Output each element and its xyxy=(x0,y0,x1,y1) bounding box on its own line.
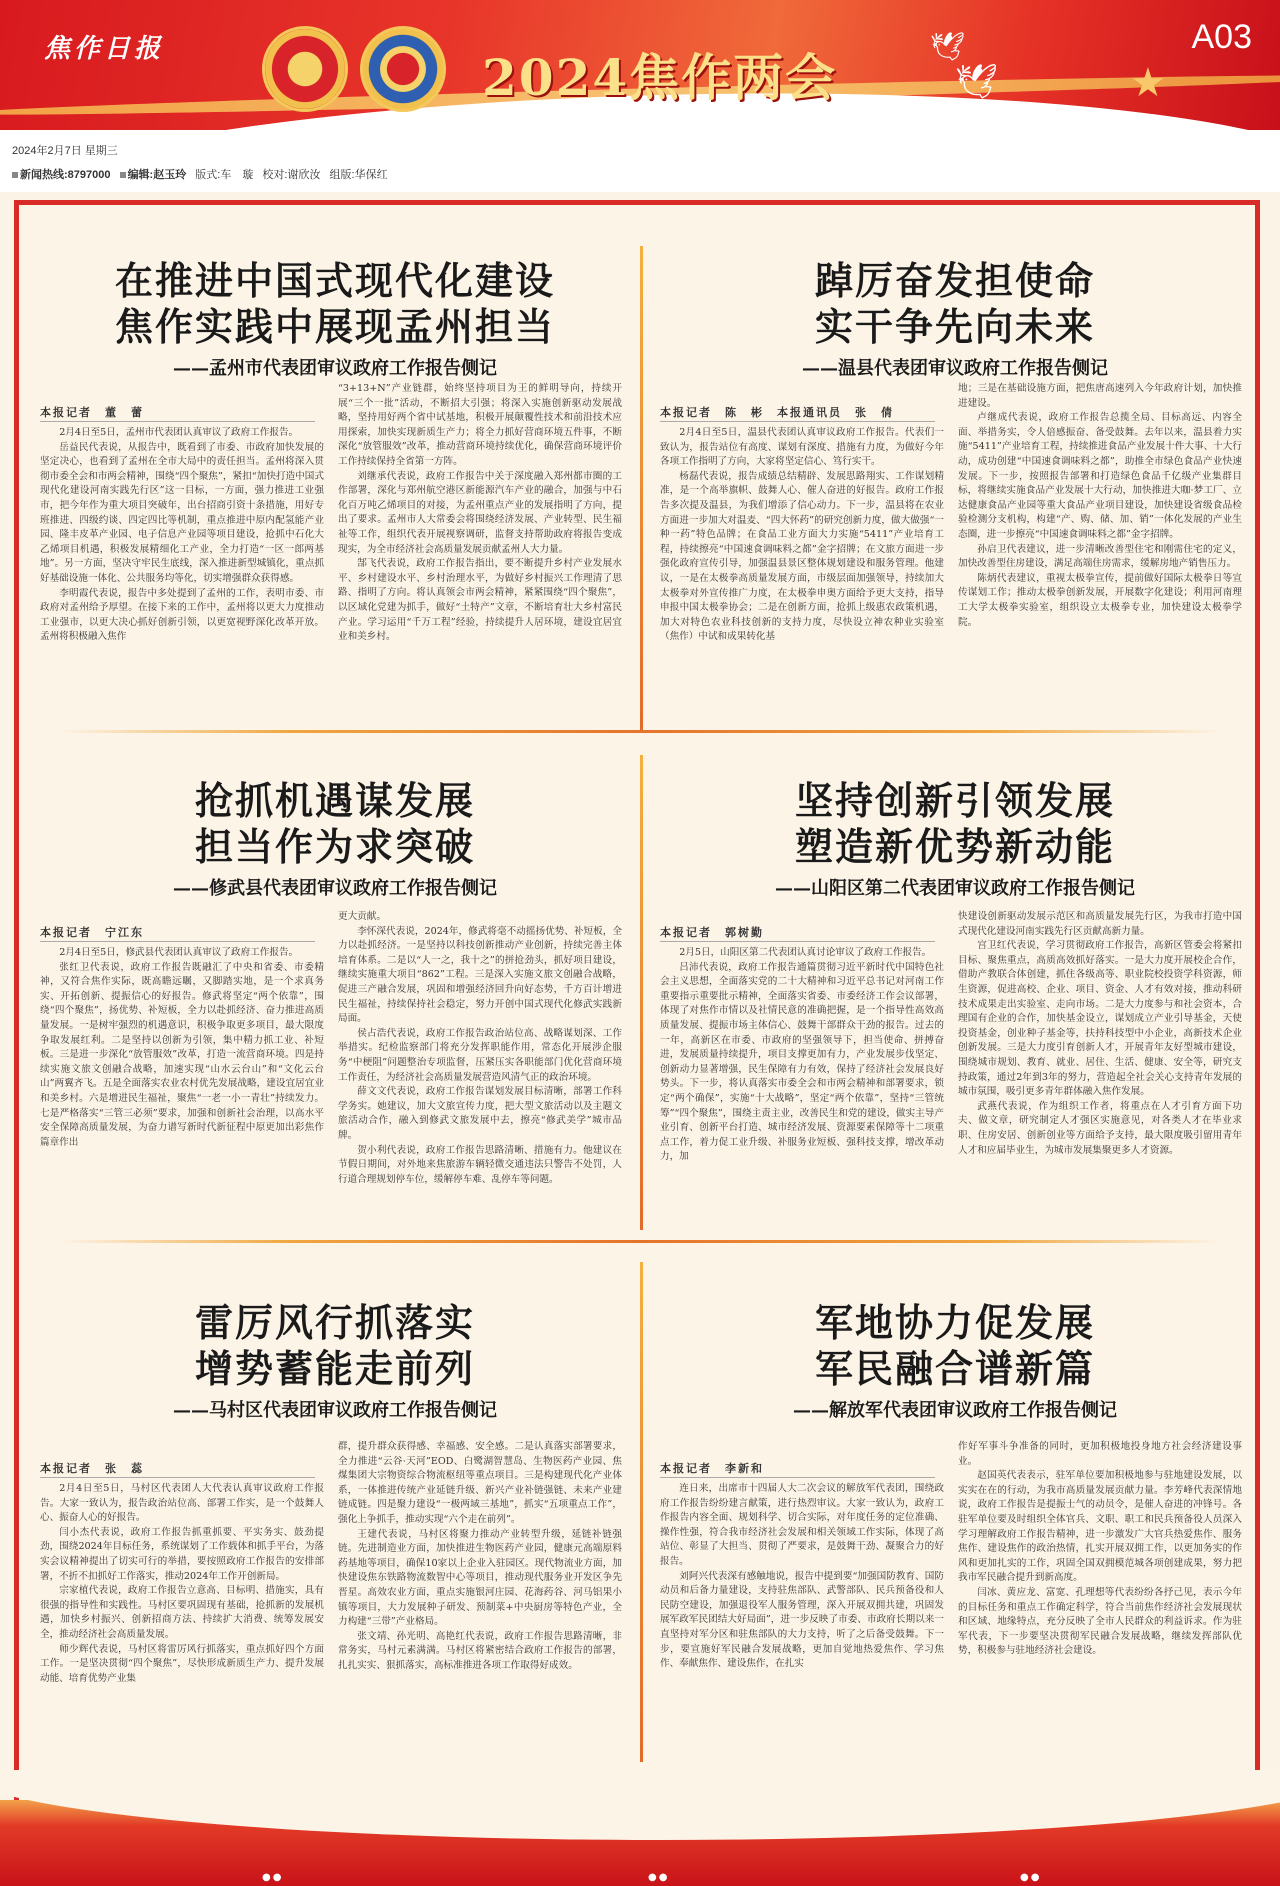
article-subtitle: ——修武县代表团审议政府工作报告侧记 xyxy=(173,878,497,899)
column-divider xyxy=(640,246,643,730)
credits-line xyxy=(12,166,394,182)
article-subtitle: ——解放军代表团审议政府工作报告侧记 xyxy=(793,1400,1117,1421)
byline-rule xyxy=(660,941,935,942)
article-subtitle: ——山阳区第二代表团审议政府工作报告侧记 xyxy=(775,878,1135,899)
byline-rule xyxy=(660,1477,935,1478)
page-number: A03 xyxy=(1191,18,1252,56)
national-emblem-icon xyxy=(262,26,348,112)
credit-item: 编辑:赵玉玲 xyxy=(120,169,187,181)
byline: 本报记者 张 蕊 xyxy=(40,1462,144,1475)
article-wenxian xyxy=(660,258,1250,728)
article-column: 2月4日至5日，温县代表团认真审议政府工作报告。代表们一致认为，报告站位有高度、谋划有深度、措施有力度，为做好今年各项工作指明了方向，大家将坚定信心、笃行实干。 杨磊代表说，报告成绩总结精辟、发展思路翔实、工作谋划精准，是一个高举旗帜、鼓舞人心、催人奋进的好报告。政府工作报告多次提及温县，为我们增添了信心动力。下一步，温县将在农业方面进一步加大对温麦、“四大怀药”的研究创新力度，做大做强“一种一药”特色品牌；在食品工业方面大力实施“5411”产业培育工程，持续擦亮“中国速食调味料之都”金字招牌；在文旅方面进一步强化政府宣传引导，加强温县景区整体规划建设和服务管理。他建议，一是在太极拳高质量发展方面，市级层面加强领导，持续加大太极拳对外宣传推广力度，在太极拳申奥方面给予更大支持，指导申报中国太极拳协会；二是在创新方面，抢抓上级惠农政策机遇，加大对特色农业科技创新的支持力度，尽快设立神农种业实验室（焦作）中试和成果转化基 xyxy=(660,427,944,643)
byline-rule xyxy=(40,1477,315,1478)
byline: 本报记者 宁江东 xyxy=(40,926,144,939)
article-title: 踔厉奋发担使命 实干争先向未来 xyxy=(814,258,1095,349)
dots-icon: ●● xyxy=(262,1872,284,1883)
article-subtitle: ——孟州市代表团审议政府工作报告侧记 xyxy=(173,358,497,379)
article-column: 快建设创新驱动发展示范区和高质量发展先行区，为我市打造中国式现代化建设河南实践先行区贡献高新力量。 宫卫红代表说，学习贯彻政府工作报告，高新区管委会将紧扣目标、聚焦重点，高质高效抓好落实。一是大力度开展校企合作，借助产教联合体创建，抓住各级高等、职业院校投资学科资源，师生资源，促进高校、企业、项目、资金、人才有效对接，推动科研技术成果走出实验室、走向市场。二是大力度参与和社会资本，合理国有企业的合作，加快基金设立，谋划成立产业引导基金，天使投资基金，创业种子基金等，扶持科技型中小企业，高新技术企业创新发展。三是大力度引育创新人才，开展青年友好型城市建设，围绕城市规划、教育、就业、居住、生活、健康、安全等，研究支持政策，通过2年到3年的努力，营造起全社会关心支持青年发展的城市氛围，吸引更多青年群体融入焦作发展。 武燕代表说，作为组织工作者，将重点在人才引育方面下功夫、做文章，研究制定人才强区实施意见，对各类人才在毕业求职、住房安居、创新创业等方面给予支持，最大限度吸引留用青年人才和应届毕业生，为城市发展集聚更多人才资源。 xyxy=(958,911,1242,1156)
row-divider xyxy=(60,1240,1220,1243)
article-xiuwu xyxy=(40,778,630,1233)
byline: 本报记者 郭树勤 xyxy=(660,926,764,939)
article-macun xyxy=(40,1300,630,1760)
byline: 本报记者 李新和 xyxy=(660,1462,764,1475)
bullet-square-icon xyxy=(12,172,18,178)
byline-rule xyxy=(40,941,315,942)
article-column: 更大贡献。 李怀深代表说，2024年，修武将毫不动摇扬优势、补短板，全力以赴抓经济。一是坚持以科技创新推动产业创新，持续完善主体培育体系。二是以“人一之，我十之”的拼抢劲头，抓好项目建设，继续实施重大项目“862”工程。三是深入实施文旅文创融合战略，促进三产融合发展，巩固和增强经济回升向好态势，千方百计增进民生福祉，持续保持社会稳定，努力开创中国式现代化修武实践新局面。 侯占浩代表说，政府工作报告政治站位高、战略谋划深、工作举措实。纪检监察部门将充分发挥职能作用，常态化开展涉企服务“中梗阻”问题整治专项监督，压紧压实各职能部门优化营商环境工作责任，为经济社会高质量发展营造风清气正的政治环境。 薛文文代表说，政府工作报告谋划发展目标清晰，部署工作科学务实。她建议，加大文旅宣传力度，把大型文旅活动以及主题文旅活动合作，融入到修武文旅发展中去，擦亮“修武美学”城市品牌。 贺小利代表说，政府工作报告思路清晰、措施有力。他建议在节假日期间，对外地来焦旅游车辆轻微交通违法只警告不处罚，人行道合理规划停车位，缓解停车难、乱停车等问题。 xyxy=(338,911,622,1185)
article-mengzhou xyxy=(40,258,630,728)
dove-icon: 🕊 xyxy=(955,62,999,102)
dove-icon: 🕊 xyxy=(930,30,966,63)
masthead xyxy=(0,0,1280,192)
article-column: 连日来，出席市十四届人大二次会议的解放军代表团，围绕政府工作报告纷纷建言献策，进行热烈审议。大家一致认为，政府工作报告内容全面、规划科学、切合实际，对年度任务的定位准确、操作性强，符合我市经济社会发展和相关领域工作实际，体现了高站位、彰显了大担当、贯彻了严要求，是鼓舞干劲、凝聚合力的好报告。 刘阿兴代表深有感触地说，报告中提到要“加强国防教育、国防动员和后备力量建设，支持驻焦部队、武警部队、民兵预备役和人民防空建设，加强退役军人服务管理，深入开展双拥共建，巩固发展军政军民团结大好局面”，进一步反映了市委、市政府长期以来一直坚持对军分区和驻焦部队的大力支持，听了之后备受鼓舞。下一步，要宣施好军民融合发展战略，更加自觉地热爱焦作、学习焦作、奉献焦作、建设焦作，在扎实 xyxy=(660,1483,944,1670)
bullet-square-icon xyxy=(120,172,126,178)
credit-item: 校对:谢欣汝 xyxy=(262,169,321,181)
article-column: 群，提升群众获得感、幸福感、安全感。二是认真落实部署要求，全力推进“云谷·天河”EOD、白鹭湖智慧岛、生物医药产业园、焦煤集团大宗物资综合物流枢纽等重点项目。三是构建现代化产业体系，一体推进传统产业延链升级、新兴产业补链强链、未来产业建链成链。四是聚力建设“一极两域三基地”，抓实“五项重点工作”，强化上争抓手，推动实现“六个走在前列”。 王建代表说，马村区将聚力推动产业转型升级，延链补链强链。先进制造业方面，加快推进生物医药产业园，健康元高端原料药基地等项目，确保10家以上企业入驻园区。现代物流业方面，加快建设焦东铁路物流数智中心等项目，推动现代服务业开发区争先晋星。高效农业方面，重点实施银河庄园、花海药谷、河马铝果小镇等项目，大力发展种子研发、预制菜+中央厨房等特色产业，全力构建“三带”产业格局。 张文靖、孙光明、高艳红代表说，政府工作报告思路清晰，非常务实，马村元素满满。马村区将紧密结合政府工作报告的部署，扎扎实实、狠抓落实，高标准推进各项工作取得好成效。 xyxy=(338,1441,622,1671)
article-column: 地；三是在基础设施方面，把焦唐高速列入今年政府计划，加快推进建设。 卢继成代表说，政府工作报告总揽全局、目标高远、内容全面、举措务实，令人倍感振奋、备受鼓舞。去年以来，温县着力实施“5411”产业培育工程，持续推进食品产业发展十件大事、十大行动，成功创建“中国速食调味料之都”，助推全市绿色食品产业快速发展。下一步，按照报告部署和打造绿色食品千亿级产业集群目标，将继续实施食品产业发展十大行动，加快推进大咖·梦工厂、立达健康食品产业园等重大食品产业项目建设，加快建设省级食品检验检测分支机构，构建“产、购、储、加、销”一体化发展的产业生态圈，进一步擦亮“中国速食调味料之都”金字招牌。 孙启卫代表建议，进一步清晰改善型住宅和刚需住宅的定义，加快改善型住房建设，满足高端住房需求，缓解房地产销售压力。 陈炳代表建议，重视太极拳宣传，提前做好国际太极拳日等宣传谋划工作；推动太极拳创新发展，开展数字化建设；利用河南理工大学太极拳实验室，组织设立太极拳专业，加快建设太极拳学院。 xyxy=(958,383,1242,628)
column-divider xyxy=(640,755,643,1230)
dots-icon: ●● xyxy=(1020,1872,1042,1883)
byline: 本报记者 董 蕾 xyxy=(40,406,144,419)
article-column: 2月4日至5日，马村区代表团人大代表认真审议政府工作报告。大家一致认为，报告政治站位高、部署工作实，是一个鼓舞人心、振奋人心的好报告。 闫小杰代表说，政府工作报告抓重抓要、平实务实、鼓劲提劲，围绕2024年目标任务，系统谋划了工作载体和抓手平台，为落实会议精神提出了切实可行的举措，要按照政府工作报告的安排部署，不折不扣抓好工作落实，推动2024年工作开创新局。 宗家植代表说，政府工作报告立意高、目标明、措施实，具有很强的指导性和实践性。马村区要巩固现有基础，抢抓新的发展机遇，加快乡村振兴、创新招商方法、持续扩大消费、统筹发展安全，推动经济社会高质量发展。 师少辉代表说，马村区将雷厉风行抓落实，重点抓好四个方面工作。一是坚决贯彻“四个聚焦”，尽快形成新质生产力、提升发展动能、培育优势产业集 xyxy=(40,1483,324,1684)
article-column: 2月5日，山阳区第二代表团认真讨论审议了政府工作报告。 吕沛代表说，政府工作报告通篇贯彻习近平新时代中国特色社会主义思想，全面落实党的二十大精神和习近平总书记对河南工作重要指示重要批示精神，全面落实省委、市委经济工作会议部署，体现了对焦作市情以及社情民意的准确把握，是一个指导性高效高质量发展、提振市场主体信心、鼓舞干部群众干劲的报告。过去的一年，高新区在市委、市政府的坚强领导下，担当使命、拼搏奋进，发展质量持续提升，项目支撑更加有力，产业发展步伐坚定、创新动力显著增强，民生保障有力有效，保持了经济社会发展良好势头。下一步，将认真落实市委全会和市两会精神和部署要求，锁定“两个确保”，实施“十大战略”，坚定“两个依靠”，坚持“三管统筹”“四个聚焦”，围绕主责主业，改善民生和党的建设，做实主导产业引育、创新平台打造、城市经济发展、资源要素保障等十二项重点工作，着力促工业升级、补服务业短板、强科技支撑，增改革动力，加 xyxy=(660,947,944,1163)
article-subtitle: ——马村区代表团审议政府工作报告侧记 xyxy=(173,1400,497,1421)
row-divider xyxy=(60,730,1220,733)
article-column: 作好军事斗争准备的同时，更加积极地投身地方社会经济建设事业。 赵国英代表表示，驻军单位要加积极地参与驻地建设发展，以实实在在的行动，为我市高质量发展贡献力量。李芳峰代表深情地说，政府工作报告是提振士气的动员令，是催人奋进的冲锋号。各驻军单位要及时组织全体官兵、文职、职工和民兵预备役人员深入学习理解政府工作报告精神，进一步激发广大官兵热爱焦作、服务焦作、建设焦作的政治热情，扎实开展双拥工作，以更加务实的作风和更加扎实的工作，巩固全国双拥模范城各项创建成果，努力把我市军民融合提升到新高度。 闫冰、黄应龙、富宽、孔理想等代表纷纷各抒己见，表示今年的目标任务和重点工作确定科学，符合当前焦作经济社会发展现状和区域、地缘特点，充分反映了全市人民群众的利益诉求。作为驻军代表，下一步要坚决贯彻军民融合发展战略，继续发挥部队优势，积极参与驻地经济社会建设。 xyxy=(958,1441,1242,1657)
column-divider xyxy=(640,1262,643,1762)
credit-item: 版式:车 璇 xyxy=(195,169,254,181)
session-title: 2024焦作两会 xyxy=(482,48,838,107)
dots-icon: ●● xyxy=(648,1872,670,1883)
article-title: 抢抓机遇谋发展 担当作为求突破 xyxy=(194,778,475,869)
article-title: 雷厉风行抓落实 增势蓄能走前列 xyxy=(194,1300,475,1391)
issue-date: 2024年2月7日 星期三 xyxy=(12,145,118,157)
star-icon: ★ xyxy=(1130,60,1166,106)
byline-rule xyxy=(40,421,315,422)
credit-item: 新闻热线:8797000 xyxy=(12,169,111,181)
article-column: “3+13+N”产业链群，始终坚持项目为王的鲜明导向，持续开展“三个一批”活动，不断招大引强；将深入实施创新驱动发展战略，坚持用好两个省中试基地，积极开展颠覆性技术和前沿技术应用探索，加快实现新质生产力；将全力抓好营商环境五件事，不断深化“放管服效”改革，推动营商环境持续优化，确保营商环境评价工作持续保持全省第一方阵。 刘继承代表说，政府工作报告中关于深度融入郑州都市圈的工作部署，深化与郑州航空港区新能源汽车产业的融合，加强与中石化百万吨乙烯项目的对接，为孟州重点产业的发展指明了方向，提出了要求。孟州市人大常委会将围绕经济发展、产业转型、民生福祉等工作，组织代表开展视察调研，监督支持帮助政府将报告变成现实，为全市经济社会高质量发展贡献孟州人大力量。 郜飞代表说，政府工作报告指出，要不断提升乡村产业发展水平、乡村建设水平、乡村治理水平，为做好乡村振兴工作理清了思路、指明了方向。将认真领会市两会精神，紧紧围绕“四个聚焦”，以区域化党建为抓手，做好“土特产”文章，不断培育壮大乡村富民产业。学习运用“千万工程”经验，持续提升人居环境，建设宜居宜业和美乡村。 xyxy=(338,383,622,643)
byline: 本报记者 陈 彬 本报通讯员 张 倩 xyxy=(660,406,894,419)
article-pla xyxy=(660,1300,1250,1760)
article-title: 在推进中国式现代化建设 焦作实践中展现孟州担当 xyxy=(114,258,555,349)
article-column: 2月4日至5日，修武县代表团认真审议了政府工作报告。 张红卫代表说，政府工作报告既融汇了中央和省委、市委精神，又符合焦作实际，既高瞻远瞩，又脚踏实地，是一个求真务实、开拓创新、提振信心的好报告。修武将坚定“两个依靠”，围绕“四个聚焦”，扬优势、补短板，全力以赴抓经济、奋力推进高质量发展。一是树牢强烈的机遇意识，积极争取更多项目，最大限度争取发展红利。二是坚持以创新为引领，集中精力抓工业、补短板。三是进一步深化“放管服效”改革，打造一流营商环境。四是持续实施文旅文创融合战略，加速实现“山水云台山”和“文化云台山”两翼齐飞。五是全面落实农业农村优先发展战略，建设宜居宜业和美乡村。六是增进民生福祉，聚焦“一老一小一青壮”持续发力。七是严格落实“三管三必须”要求，加强和创新社会治理，以高水平安全保障高质量发展，为奋力谱写新时代新征程中原更加出彩焦作篇章作出 xyxy=(40,947,324,1148)
article-column: 2月4日至5日，孟州市代表团认真审议了政府工作报告。 岳益民代表说，从报告中，既看到了市委、市政府加快发展的坚定决心，也看到了孟州在全市大局中的责任担当。孟州将深入贯彻市委全会和市两会精神，围绕“四个聚焦”，紧扣“加快打造中国式现代化建设河南实践先行区”这一目标，一方面，强力推进工业强市，把今年作为重大项目突破年，出台招商引资十条措施，用好专班推进、四级约谈、四定四比等机制，重点推进中原内配氢能产业园、隆丰皮革产业园、电子信息产业园等项目建设，抢抓中石化大乙烯项目机遇，积极发展精细化工产业，全力打造“一区一郎两基地”。另一方面，坚决守牢民生底线，深入推进新型城镇化，重点抓好基础设施一体化、公共服务均等化，切实增强群众获得感。 李明霞代表说，报告中多处提到了孟州的工作，表明市委、市政府对孟州给予厚望。在接下来的工作中，孟州将以更大力度推动工业强市，以更大决心抓好创新引领，以更宽视野深化改革开放。孟州将积极融入焦作 xyxy=(40,427,324,643)
byline-rule xyxy=(660,421,935,422)
newspaper-logo: 焦作日报 xyxy=(44,34,165,64)
article-shanyang xyxy=(660,778,1250,1233)
article-subtitle: ——温县代表团审议政府工作报告侧记 xyxy=(802,358,1108,379)
article-title: 坚持创新引领发展 塑造新优势新动能 xyxy=(794,778,1115,869)
credit-item: 组版:华保红 xyxy=(329,169,388,181)
article-title: 军地协力促发展 军民融合谱新篇 xyxy=(814,1300,1095,1391)
cppcc-emblem-icon xyxy=(360,26,446,112)
